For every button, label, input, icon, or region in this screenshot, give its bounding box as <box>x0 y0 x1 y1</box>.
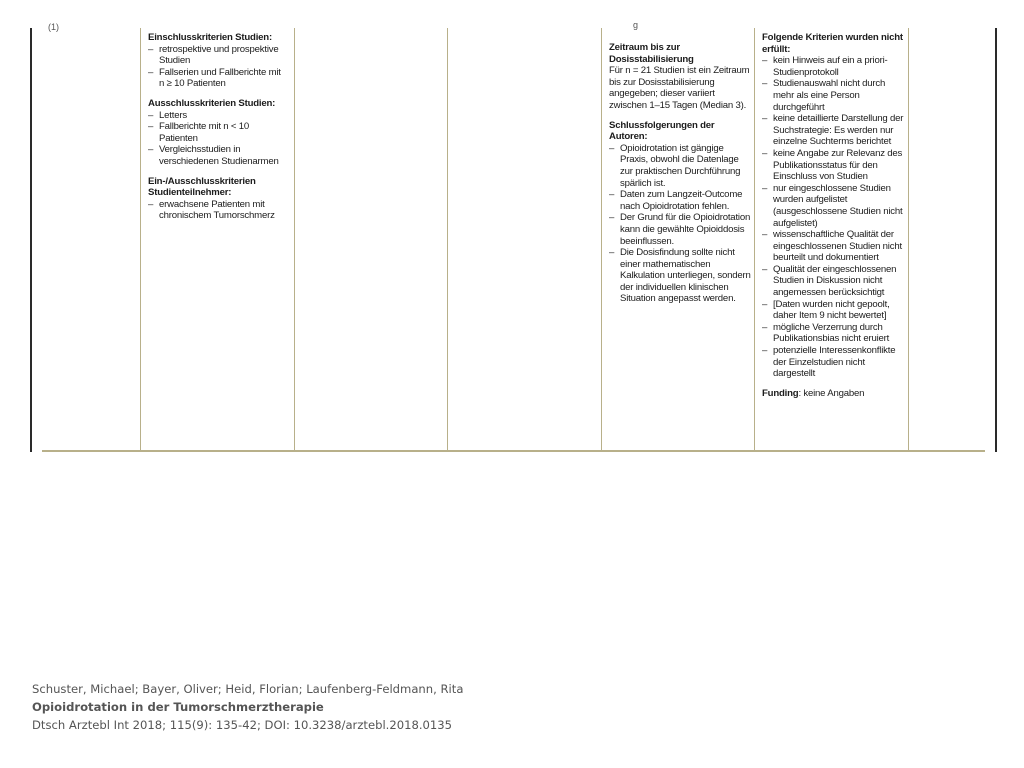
list-item: – Die Dosisfindung sollte nicht einer mathematischen Kalkulation unterliegen, sondern der individuellen klinischen Situation angepasst werden. <box>609 247 751 305</box>
list-item: – Studienauswahl nicht durch mehr als eine Person durchgeführt <box>762 78 904 113</box>
column-divider <box>754 28 755 452</box>
citation-title: Opioidrotation in der Tumorschmerztherapie <box>32 700 324 714</box>
column-divider <box>447 28 448 452</box>
participants-list <box>148 199 288 222</box>
list-item: – retrospektive und prospektive Studien <box>148 44 288 67</box>
list-item: – kein Hinweis auf ein a priori-Studienprotokoll <box>762 55 904 78</box>
inclusion-heading: Einschlusskriterien Studien: <box>148 32 272 43</box>
period-text: Für n = 21 Studien ist ein Zeitraum bis zur Dosisstabilisierung angegeben; dieser variiert zwischen 1–15 Tagen (Median 3). <box>609 65 750 111</box>
citation-source: Dtsch Arztebl Int 2018; 115(9): 135-42; DOI: 10.3238/arztebl.2018.0135 <box>32 718 453 732</box>
list-item: – erwachsene Patienten mit chronischem Tumorschmerz <box>148 199 288 222</box>
results-cell <box>609 42 751 313</box>
list-item: – mögliche Verzerrung durch Publikationsbias nicht eruiert <box>762 322 904 345</box>
list-item: – keine Angabe zur Relevanz des Publikationsstatus für den Einschluss von Studien <box>762 148 904 183</box>
quality-assessment-cell <box>762 32 904 407</box>
list-item: – Qualität der eingeschlossenen Studien in Diskussion nicht angemessen berücksichtigt <box>762 264 904 299</box>
column-divider <box>601 28 602 452</box>
funding-label: Funding <box>762 387 799 399</box>
inclusion-criteria-cell <box>148 32 288 230</box>
inclusion-list <box>148 44 288 90</box>
list-item: – keine detaillierte Darstellung der Suchstrategie: Es werden nur einzelne Suchterms berichtet <box>762 113 904 148</box>
list-item: – [Daten wurden nicht gepoolt, daher Item 9 nicht bewertet] <box>762 299 904 322</box>
conclusions-heading: Schlussfolgerungen der Autoren: <box>609 119 715 143</box>
column-divider <box>908 28 909 452</box>
list-item: – Letters <box>148 110 288 122</box>
exclusion-heading: Ausschlusskriterien Studien: <box>148 97 276 109</box>
exclusion-list <box>148 110 288 168</box>
citation-block <box>32 680 463 734</box>
conclusions-list <box>609 143 751 305</box>
list-item: – Daten zum Langzeit-Outcome nach Opioidrotation fehlen. <box>609 189 751 212</box>
table-left-border <box>30 28 32 452</box>
row-stub-left: (1) <box>48 22 59 32</box>
column-divider <box>294 28 295 452</box>
list-item: – Vergleichsstudien in verschiedenen Studienarmen <box>148 144 288 167</box>
participants-heading: Ein-/Ausschlusskriterien Studienteilnehmer: <box>148 175 256 199</box>
criteria-list <box>762 55 904 380</box>
list-item: – Der Grund für die Opioidrotation kann die gewählte Opioiddosis beeinflussen. <box>609 212 751 247</box>
list-item: – potenzielle Interessenkonflikte der Einzelstudien nicht dargestellt <box>762 345 904 380</box>
table-right-border <box>995 28 997 452</box>
list-item: – wissenschaftliche Qualität der eingeschlossenen Studien nicht beurteilt und dokumentiert <box>762 229 904 264</box>
funding-line <box>762 388 904 400</box>
citation-authors: Schuster, Michael; Bayer, Oliver; Heid, Florian; Laufenberg-Feldmann, Rita <box>32 682 464 696</box>
row-stub-middle: g <box>633 20 639 30</box>
list-item: – nur eingeschlossene Studien wurden aufgelistet (ausgeschlossene Studien nicht aufgelistet) <box>762 183 904 229</box>
list-item: – Fallberichte mit n < 10 Patienten <box>148 121 288 144</box>
column-divider <box>140 28 141 452</box>
list-item: – Fallserien und Fallberichte mit n ≥ 10 Patienten <box>148 67 288 90</box>
table-bottom-rule <box>42 450 985 452</box>
funding-text: : keine Angaben <box>798 387 865 399</box>
evidence-table <box>30 20 985 452</box>
period-heading: Zeitraum bis zur Dosisstabilisierung <box>609 42 694 65</box>
criteria-heading: Folgende Kriterien wurden nicht erfüllt: <box>762 32 903 55</box>
list-item: – Opioidrotation ist gängige Praxis, obwohl die Datenlage zur praktischen Durchführung spärlich ist. <box>609 143 751 189</box>
